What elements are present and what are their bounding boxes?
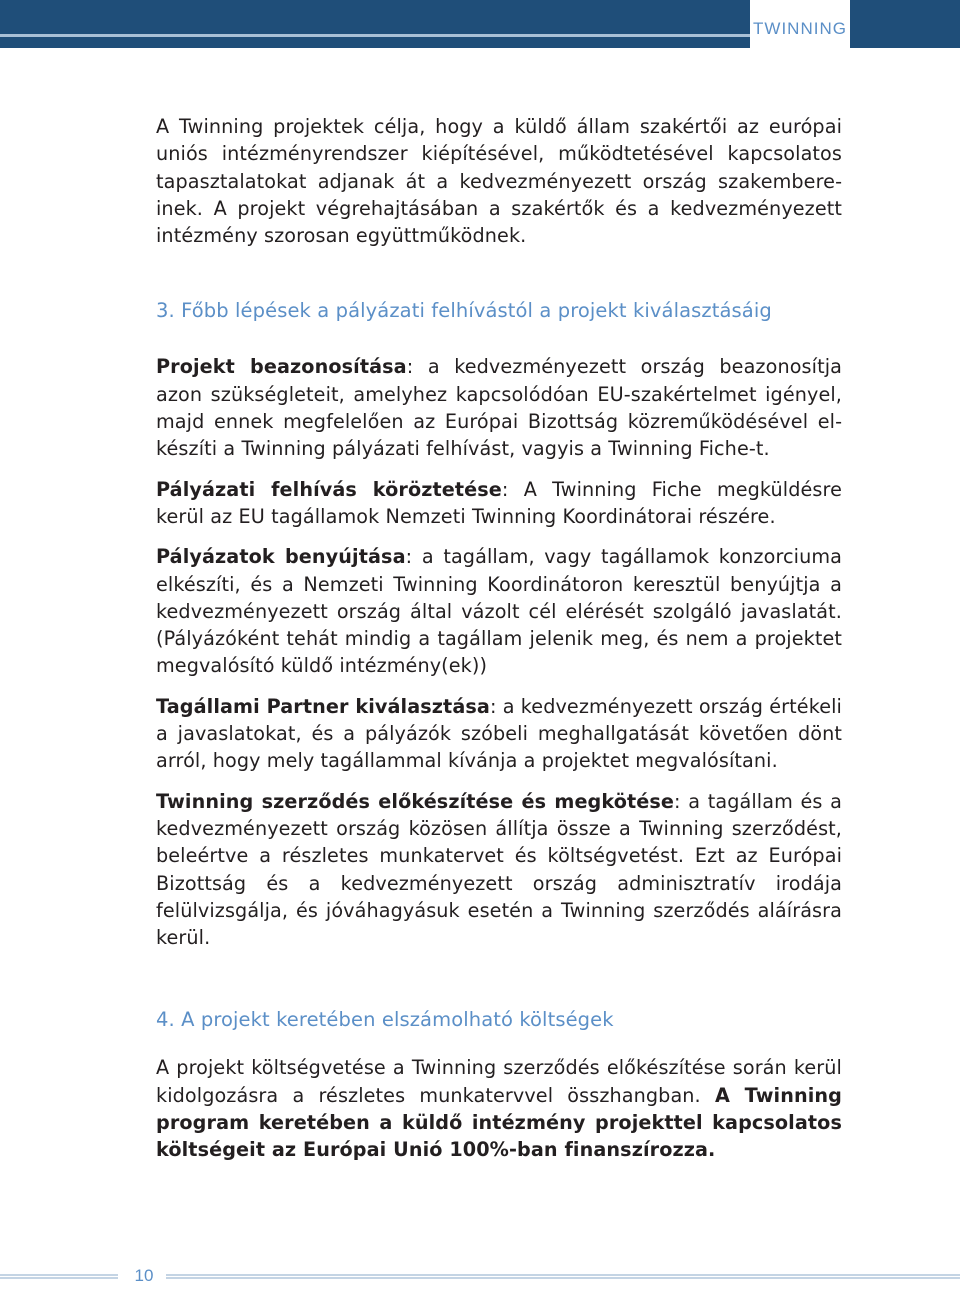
header-right-strip [850, 0, 960, 48]
step-term: Twinning szerződés előkészítése és megkötése [156, 789, 675, 813]
header-band [0, 0, 750, 48]
step-term: Projekt beazonosítása [156, 355, 407, 379]
page-number: 10 [134, 1266, 154, 1285]
intro-paragraph: A Twinning projektek célja, hogy a küldő állam szakértői az európai uniós intézményrendszer kiépítésével, működtetésével kapcsolatos tapasztalatokat adjanak át a kedvezményezett ország szakembereinek. A projekt végrehajtásában a szakértők és a kedvezményezett intézmény szorosan együttműködnek. [156, 115, 842, 248]
step-term: Tagállami Partner kiválasztása [156, 694, 490, 718]
step-text: : a kedvezményezett ország értékeli a javaslatokat, és a pályázók szóbeli meghallgatását követően dönt arról, hogy mely tagállammal kívánja a projektet megvalósítani. [156, 694, 842, 773]
step-term: Pályázatok benyújtása [156, 545, 406, 569]
step-text: : a tagállam, vagy tagállamok konzorciuma elkészíti, és a Nemzeti Twinning Koordinátoron keresztül benyújtja a kedvezményezett ország által vázolt cél elérését szolgáló javaslatát. (Pályázóként tehát mindig a tagállam jelenik meg, és nem a projektet megvalósító küldő intézmény(ek)) [156, 545, 842, 678]
section-4 [156, 1006, 842, 1163]
page-content [156, 113, 842, 1164]
step-paragraph [156, 353, 842, 462]
section-3-heading: 3. Főbb lépések a pályázati felhívástól a projekt kiválasztásáig [156, 299, 772, 323]
footer-rule-right [166, 1274, 960, 1280]
section-4-paragraph [156, 1054, 842, 1163]
step-text: : a tagállam és a kedvezményezett ország közösen állítja össze a Twinning szerződést, beleértve a részletes munkatervet és költségvetést. Ezt az Európai Bizottság és a kedvezményezett ország adminisztratív irodája felülvizsgálja, és jóváhagyásuk esetén a Twinning szerződés aláírásra kerül. [156, 789, 842, 950]
step-paragraph [156, 693, 842, 775]
section-4-heading: 4. A projekt keretében elszámolható költségek [156, 1008, 614, 1032]
section-4-text: A projekt költségvetése a Twinning szerződés előkészítése során kerül kidolgozásra a részletes munkatervvel összhangban. [156, 1056, 842, 1107]
section-4-bold-text: A Twinning program keretében a küldő intézmény projekttel kapcsolatos költségeit az Európai Unió 100%-ban finanszírozza. [156, 1083, 843, 1162]
step-paragraph [156, 476, 842, 531]
step-paragraph [156, 788, 842, 952]
step-text: : a kedvezményezett ország beazonosítja azon szükségleteit, amelyhez kapcsolódóan EU-szakértelmet igényel, majd ennek megfelelően az Európai Bizottság közreműködésével elkészíti a Twinning pályázati felhívást, vagyis a Twinning Fiche-t. [156, 355, 842, 461]
step-text: : A Twinning Fiche megküldésre kerül az EU tagállamok Nemzeti Twinning Koordinátorai részére. [156, 477, 842, 528]
footer-rule-left [0, 1274, 118, 1280]
step-paragraph [156, 543, 842, 679]
header-section-tag: TWINNING [750, 0, 850, 48]
step-term: Pályázati felhívás köröztetése [156, 477, 502, 501]
